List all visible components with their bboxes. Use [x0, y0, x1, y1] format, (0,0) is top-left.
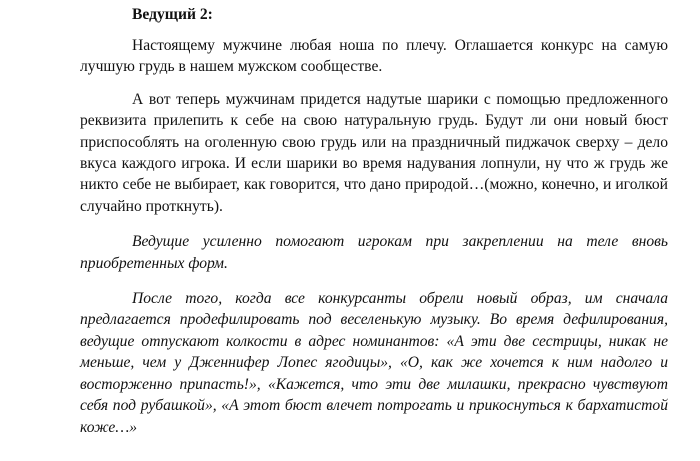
document-page [80, 0, 668, 438]
speaker-heading: Ведущий 2: [132, 6, 213, 23]
paragraph-balloon-instructions: А вот теперь мужчинам придется надутые шарики с помощью предложенного реквизита прилепить к себе на свою натуральную грудь. Будут ли они новый бюст приспособлять на оголенную свою грудь или на праздничный пиджачок сверху – дело вкуса каждого игрока. И если шарики во время надувания лопнули, ну что ж грудь же никто себе не выбирает, как говорится, что дано природой…(можно, конечно, и иголкой случайно проткнуть). [80, 90, 668, 215]
paragraph-parade-remarks: После того, когда все конкурсанты обрели новый образ, им сначала предлагается продефилировать под веселенькую музыку. Во время дефилирования, ведущие отпускают колкости в адрес номинантов: «А эти две сестрицы, никак не меньше, чем у Дженнифер Лопес ягодицы», «О, как же хочется к ним надолго и восторженно припасть!», «Кажется, что эти две милашки, прекрасно чувствуют себя под рубашкой», «А этот бюст влечет потрогать и прикоснуться к бархатистой коже…» [80, 290, 668, 436]
paragraph-contest-intro: Настоящему мужчине любая ноша по плечу. Оглашается конкурс на самую лучшую грудь в нашем мужском сообществе. [80, 37, 668, 76]
paragraph-stage-direction: Ведущие усиленно помогают игрокам при закреплении на теле вновь приобретенных форм. [80, 233, 668, 272]
